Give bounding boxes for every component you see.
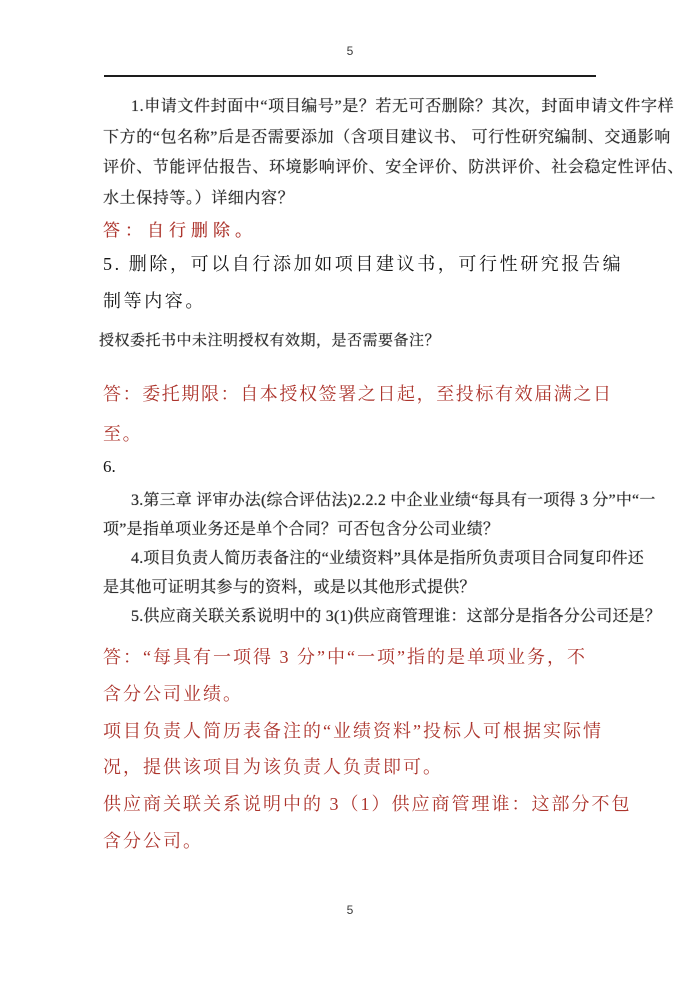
scanned-question-authorization: 授权委托书中未注明授权有效期，是否需要备注？: [99, 333, 441, 349]
text-line: 含分公司。: [103, 830, 203, 851]
text-line: 水土保持等。）详细内容？: [103, 189, 295, 207]
answer-item-5: [103, 246, 623, 320]
text-line: 项”是指单项业务还是单个合同？可否包含分公司业绩？: [103, 521, 500, 538]
text-line: 5. 删除，可以自行添加如项目建议书，可行性研究报告编: [103, 254, 624, 274]
scanned-question-1: [103, 92, 684, 214]
answer-block-3-4-5: [103, 639, 632, 860]
footer-page-number: 5: [346, 903, 354, 917]
text-line: 况，提供该项目为该负责人负责即可。: [103, 757, 443, 778]
text-line: 含分公司业绩。: [103, 683, 243, 704]
text-line: 评价、节能评估报告、环境影响评价、安全评价、防洪评价、社会稳定性评估、: [103, 159, 685, 176]
text-line: 5.供应商关联关系说明中的 3(1)供应商管理谁：这部分是指各分公司还是？: [131, 608, 662, 625]
item-6-label: 6.: [103, 457, 116, 476]
text-line: 答：“每具有一项得 3 分”中“一项”指的是单项业务，不: [103, 647, 587, 667]
text-line: 是其他可证明其参与的资料，或是以其他形式提供？: [103, 579, 476, 596]
text-line: 供应商关联关系说明中的 3（1）供应商管理谁：这部分不包: [103, 794, 632, 815]
answer-delete: 答：自行删除。: [103, 221, 257, 240]
header-page-number: 5: [346, 44, 354, 58]
text-line: 项目负责人简历表备注的“业绩资料”投标人可根据实际情: [103, 720, 603, 741]
answer-authorization: [103, 374, 613, 454]
text-line: 3.第三章 评审办法(综合评估法)2.2.2 中企业业绩“每具有一项得 3 分”中“一: [131, 492, 656, 509]
text-line: 1.申请文件封面中“项目编号”是？若无可否删除？其次，封面申请文件字样: [131, 98, 675, 115]
text-line: 4.项目负责人简历表备注的“业绩资料”具体是指所负责项目合同复印件还: [131, 550, 645, 567]
text-line: 下方的“包名称”后是否需要添加（含项目建议书、 可行性研究编制、交通影响: [103, 128, 671, 146]
text-line: 答：委托期限：自本授权签署之日起，至投标有效届满之日: [103, 384, 613, 404]
text-line: 制等内容。: [103, 291, 206, 311]
header-divider-line: [104, 75, 596, 77]
text-line: 至。: [103, 424, 143, 444]
scanned-questions-3-4-5: [103, 486, 661, 631]
